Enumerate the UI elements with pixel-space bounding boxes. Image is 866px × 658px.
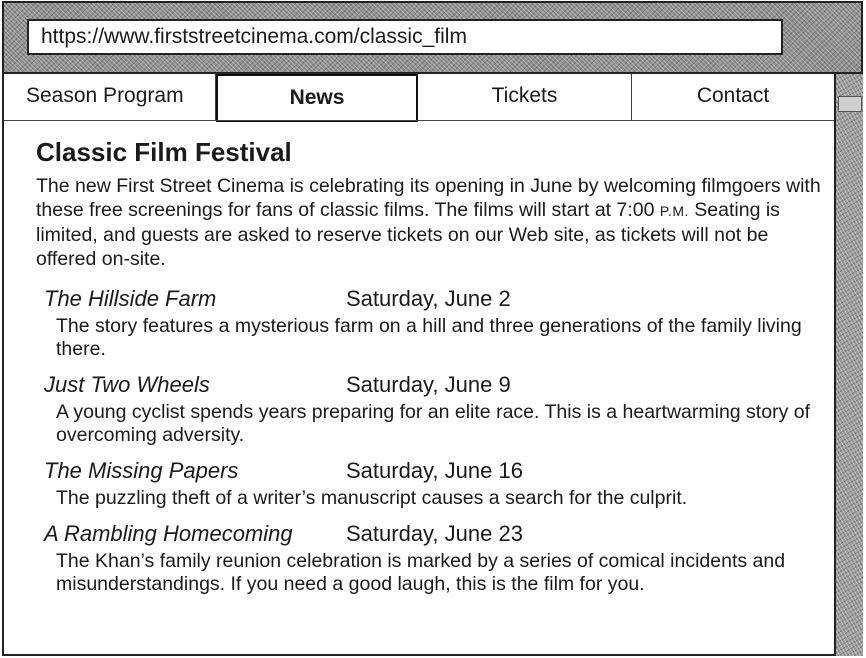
film-description: The puzzling theft of a writer’s manuscript causes a search for the culprit. bbox=[56, 487, 688, 509]
film-description: A young cyclist spends years preparing for an elite race. This is a heartwarming story of overcoming adversity. bbox=[56, 401, 810, 446]
film-title: The Hillside Farm bbox=[44, 286, 217, 311]
intro-text-end: Seating is limited, and guests are asked to reserve tickets on our Web site, as tickets will not be offered on-site. bbox=[36, 199, 780, 270]
nav-divider bbox=[4, 120, 834, 121]
site-nav bbox=[4, 74, 834, 124]
intro-time-suffix: P.M. bbox=[659, 203, 689, 219]
tab-tickets[interactable]: Tickets bbox=[418, 74, 632, 120]
film-listing bbox=[36, 285, 826, 361]
vertical-scrollbar[interactable] bbox=[834, 74, 863, 656]
film-date: Saturday, June 9 bbox=[346, 372, 511, 397]
film-date: Saturday, June 23 bbox=[346, 521, 523, 546]
film-title: Just Two Wheels bbox=[44, 372, 210, 397]
scrollbar-thumb[interactable] bbox=[838, 96, 862, 112]
film-description: The story features a mysterious farm on a hill and three generations of the family living there. bbox=[56, 315, 802, 360]
intro-text-start: The new First Street Cinema is celebrating its opening in June by welcoming filmgoers with these free screenings for fans of classic films. The films will start at 7:00 bbox=[36, 175, 821, 221]
film-listing bbox=[36, 371, 826, 447]
tab-season-program[interactable]: Season Program bbox=[4, 74, 216, 120]
film-header bbox=[44, 457, 826, 485]
film-listing bbox=[36, 457, 826, 510]
tab-news[interactable]: News bbox=[216, 74, 418, 122]
intro-paragraph bbox=[36, 174, 826, 271]
film-header bbox=[44, 285, 826, 313]
tab-contact[interactable]: Contact bbox=[632, 74, 834, 120]
browser-window bbox=[2, 1, 863, 656]
page-title: Classic Film Festival bbox=[36, 137, 292, 167]
main-content bbox=[36, 123, 826, 606]
address-bar[interactable]: https://www.firststreetcinema.com/classic_film bbox=[27, 19, 783, 55]
film-header bbox=[44, 371, 826, 399]
film-header bbox=[44, 520, 826, 548]
film-date: Saturday, June 2 bbox=[346, 286, 511, 311]
film-title: The Missing Papers bbox=[44, 458, 239, 483]
browser-toolbar bbox=[4, 3, 861, 74]
film-listing bbox=[36, 520, 826, 596]
film-description: The Khan’s family reunion celebration is marked by a series of comical incidents and misunderstandings. If you need a good laugh, this is the film for you. bbox=[56, 550, 786, 595]
film-date: Saturday, June 16 bbox=[346, 458, 523, 483]
film-title: A Rambling Homecoming bbox=[44, 521, 293, 546]
